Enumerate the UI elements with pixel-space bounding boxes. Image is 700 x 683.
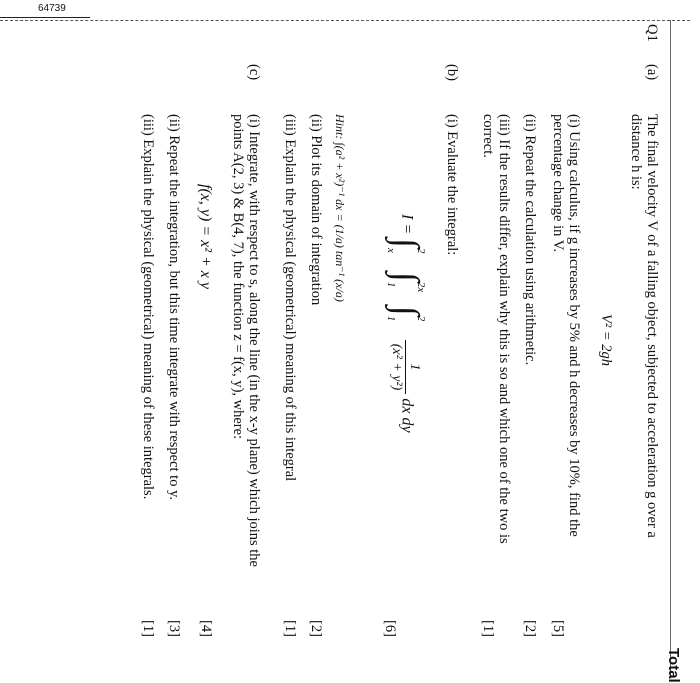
inner-upper-2: 2	[415, 315, 427, 322]
question-page	[100, 24, 660, 664]
inner-upper: 2x	[415, 281, 427, 293]
part-b-ii-mark: [2]	[308, 620, 324, 637]
part-a-i-mark: [5]	[550, 620, 566, 637]
total-label: Total	[665, 648, 682, 683]
middle-limits	[376, 282, 436, 302]
differentials: dx dy	[398, 398, 416, 433]
double-integral	[376, 214, 436, 433]
part-b-i: (i) Evaluate the integral:	[444, 114, 460, 256]
part-c-iii: (iii) Explain the physical (geometrical) meaning of these integrals.	[140, 114, 156, 500]
integrand-numerator: 1	[406, 340, 424, 395]
integrand	[389, 340, 424, 395]
part-c-i-line1: (i) Integrate, with respect to s, along the line (in the x-y plane) which joins the	[246, 114, 262, 567]
outer-limits	[376, 248, 436, 268]
middle-integral-sign: ∫	[386, 272, 427, 282]
function-formula: f(x, y) = x² + x y	[197, 184, 214, 289]
part-a-intro-line1: The final velocity V of a falling object, subjected to acceleration g over a	[644, 114, 660, 538]
part-a-ii-mark: [2]	[522, 620, 538, 637]
part-b-iii-mark: [1]	[282, 620, 298, 637]
part-b-iii: (iii) Explain the physical (geometrical) meaning of this integral	[282, 114, 298, 482]
part-a-i-line2: percentage change in V.	[550, 114, 566, 252]
part-c-iii-mark: [1]	[140, 620, 156, 637]
part-a-iii-mark: [1]	[480, 620, 496, 637]
outer-int-lower: 1	[385, 281, 397, 288]
part-a-i-line1: (i) Using calculus, if g increases by 5% and h decreases by 10%, find the	[566, 114, 582, 537]
part-b-i-mark: [6]	[382, 620, 398, 637]
outer-lower: x	[385, 248, 397, 253]
outer-upper: 2	[415, 248, 427, 254]
part-b-label: (b)	[444, 64, 460, 81]
part-c-i-mark: [4]	[198, 620, 214, 637]
part-c-label: (c)	[246, 64, 262, 81]
part-c-ii-mark: [3]	[166, 620, 182, 637]
part-b-ii: (ii) Plot its domain of integration	[308, 114, 324, 306]
cut-line	[0, 20, 690, 21]
part-c-i-line2: points A(2, 3) & B(4, 7), the function z = f(x, y), where:	[230, 114, 246, 440]
part-a-ii: (ii) Repeat the calculation using arithmetic.	[522, 114, 538, 366]
question-number: Q1	[644, 24, 660, 42]
inner-integral-sign: ∫	[386, 305, 427, 316]
integral-lhs: I =	[398, 214, 416, 235]
velocity-formula: V² = 2gh	[598, 314, 614, 366]
inner-limits	[376, 316, 436, 336]
part-a-iii-line2: correct.	[480, 114, 496, 158]
inner-lower: 1	[385, 315, 397, 322]
hint-text: Hint: ∫(a² + x²)⁻¹ dx = (1/a) tan⁻¹ (x/a)	[333, 114, 347, 302]
margin-rule	[670, 20, 671, 676]
part-c-ii: (ii) Repeat the integration, but this time integrate with respect to y.	[166, 114, 182, 501]
part-a-intro-line2: distance h is:	[628, 114, 644, 190]
integrand-denominator: (x² + y²)	[389, 343, 405, 391]
part-a-iii-line1: (iii) If the results differ, explain why this is so and which one of the two is	[496, 114, 512, 544]
outer-integral-sign: ∫	[386, 238, 427, 248]
part-a-label: (a)	[644, 64, 660, 81]
reference-number: 64739	[0, 0, 90, 18]
